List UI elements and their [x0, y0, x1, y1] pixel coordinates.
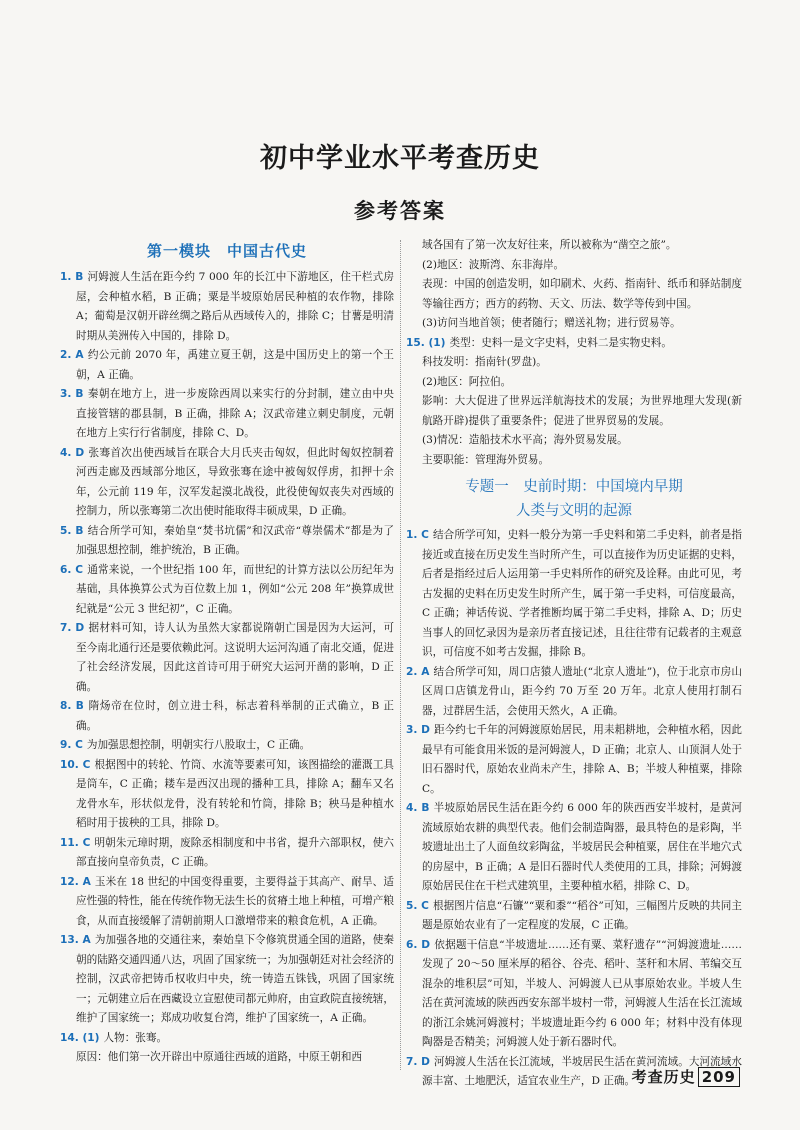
- answer-text: (3)访问当地首领；使者随行；赠送礼物；进行贸易等。: [422, 317, 681, 329]
- answer-text: 半坡原始居民生活在距今约 6 000 年的陕西西安半坡村，是黄河流域原始农耕的典型代表。他们会制造陶器，最具特色的是彩陶，半坡遗址出土了人面鱼纹彩陶盆，半坡居民会种植粟，居住在半地穴式的房屋中，B 正确；A 是旧石器时代人类使用的工具，排除；河姆渡原始居民住在干栏式建筑里，主要种植水稻，排除 C、D。: [422, 802, 742, 892]
- answer-number: 5. B: [60, 524, 84, 537]
- right-answer-list-top: [406, 236, 742, 470]
- left-column: [60, 236, 394, 1068]
- answer-text: 玉米在 18 世纪的中国变得重要，主要得益于其高产、耐旱、适应性强的特性，能在传统作物无法生长的贫瘠土地上种植，可增产粮食，从而直接缓解了清朝前期人口激增带来的粮食危机，A 正确。: [76, 875, 394, 927]
- left-answer-list: [60, 268, 394, 1068]
- answer-item: [60, 736, 394, 756]
- answer-item: [60, 834, 394, 873]
- answer-item: [406, 334, 742, 354]
- answer-item: [406, 897, 742, 936]
- answer-text: 据材料可知，诗人认为虽然大家都说隋朝亡国是因为大运河，可至今南北通行还是要依赖此河。这说明大运河沟通了南北交通，促进了社会经济发展，因此这首诗可用于研究大运河开凿的影响，D 正确。: [76, 622, 394, 693]
- answer-item: [60, 444, 394, 522]
- answer-text: 主要职能：管理海外贸易。: [422, 453, 550, 466]
- answer-text: 秦朝在地方上，进一步废除西周以来实行的分封制，建立由中央直接管辖的郡县制，B 正确，排除 A；汉武帝建立刺史制度，元朝在地方上实行行省制度，排除 C、D。: [76, 388, 394, 439]
- answer-item: [60, 1029, 394, 1049]
- answer-text: (3)情况：造船技术水平高；海外贸易发展。: [422, 434, 628, 446]
- page-subtitle: 参考答案: [354, 199, 446, 223]
- answer-text: 河姆渡人生活在长江流域，半坡居民生活在黄河流域。大河流域水源丰富、土地肥沃，适宜农业生产，D 正确。: [422, 1055, 742, 1087]
- answer-text: 明朝朱元璋时期，废除丞相制度和中书省，提升六部职权，使六部直接向皇帝负责，C 正确。: [76, 836, 394, 868]
- answer-text: 表现：中国的创造发明，如印刷术、火药、指南针、纸币和驿站制度等输往西方；西方的药物、天文、历法、数学等传到中国。: [422, 278, 742, 310]
- answer-text: 为加强思想控制，明朝实行八股取士，C 正确。: [86, 739, 311, 751]
- answer-item: [60, 268, 394, 346]
- answer-text: 为加强各地的交通往来，秦始皇下令修筑贯通全国的道路，使秦朝的陆路交通四通八达，巩固了国家统一；为加强朝廷对社会经济的控制，汉武帝把铸币权收归中央，统一铸造五铢钱，巩固了国家统一；元朝建立后在西藏设立宣慰使司都元帅府，由宣政院直接统辖，维护了国家统一；郑成功收复台湾，维护了国家统一，A 正确。: [76, 934, 394, 1024]
- answer-number: 7. D: [60, 622, 85, 634]
- answer-item: [60, 1048, 394, 1068]
- answer-item: [406, 799, 742, 897]
- answer-number: 11. C: [60, 836, 91, 849]
- footer-label: 考查历史: [631, 1068, 696, 1086]
- answer-item: [406, 526, 742, 663]
- answer-text: 人物：张骞。: [103, 1031, 168, 1044]
- answer-text: 类型：史料一是文字史料，史料二是实物史料。: [449, 336, 672, 349]
- answer-text: 距今约七千年的河姆渡原始居民，用耒耜耕地，会种植水稻，因此最早有可能食用米饭的是河姆渡人，D 正确；北京人、山顶洞人处于旧石器时代，原始农业尚未产生，排除 A、B；半坡人种植粟，排除 C。: [422, 724, 742, 795]
- answer-number: 3. D: [406, 724, 430, 736]
- answer-number: 14. (1): [60, 1031, 100, 1044]
- answer-number: 8. B: [60, 700, 84, 712]
- right-answer-list: [406, 526, 742, 1092]
- answer-text: 约公元前 2070 年，禹建立夏王朝，这是中国历史上的第一个王朝，A 正确。: [76, 349, 394, 381]
- answer-text: 结合所学可知，周口店猿人遗址(“北京人遗址”)，位于北京市房山区周口店镇龙骨山，距今约 70 万至 20 万年。北京人使用打制石器，过群居生活，会使用天然火，A 正确。: [422, 665, 742, 717]
- answer-text: 隋炀帝在位时，创立进士科，标志着科举制的正式确立，B 正确。: [76, 700, 394, 732]
- answer-number: 3. B: [60, 388, 84, 400]
- answer-item: [406, 431, 742, 451]
- answer-item: [60, 346, 394, 385]
- answer-number: 4. D: [60, 446, 85, 459]
- answer-item: [60, 561, 394, 620]
- answer-text: (2)地区：阿拉伯。: [422, 375, 512, 388]
- answer-item: [406, 256, 742, 276]
- answer-item: [60, 873, 394, 932]
- answer-number: 4. B: [406, 802, 430, 814]
- answer-number: 7. D: [406, 1055, 430, 1068]
- answer-item: [406, 721, 742, 799]
- answer-text: 影响：大大促进了世界远洋航海技术的发展；为世界地理大发现(新航路开辟)提供了重要条件；促进了世界贸易的发展。: [422, 395, 742, 427]
- answer-text: 根据图中的转轮、竹筒、水流等要素可知，该图描绘的灌溉工具是筒车，C 正确；耧车是西汉出现的播种工具，排除 A；翻车又名龙骨水车，形状似龙骨，没有转轮和竹筒，排除 B；秧马是种植水稻时用于拔秧的工具，排除 D。: [76, 758, 394, 829]
- answer-text: 原因：他们第一次开辟出中原通往西域的道路，中原王朝和西: [76, 1051, 363, 1063]
- right-column: [406, 236, 742, 1092]
- answer-text: 域各国有了第一次友好往来，所以被称为“凿空之旅”。: [422, 239, 677, 251]
- answer-item: [60, 385, 394, 444]
- answer-number: 15. (1): [406, 336, 446, 349]
- answer-item: [60, 619, 394, 697]
- answer-text: 依据题干信息“半坡遗址……还有粟、菜籽遗存”“河姆渡遗址……发现了 20～50 厘米厚的稻谷、谷壳、稻叶、茎秆和木屑、苇编交互混杂的堆积层”可知，半坡人、河姆渡人已从事原始农业。半坡人生活在黄河流域的陕西西安东部半坡村一带，河姆渡人生活在长江流域的浙江余姚河姆渡村；半坡遗址距今约 6 000 年；材料中没有体现陶器是否精美；河姆渡人处于新石器时代。: [422, 938, 742, 1048]
- answer-item: [60, 756, 394, 834]
- answer-number: 5. C: [406, 899, 429, 912]
- answer-text: 河姆渡人生活在距今约 7 000 年的长江中下游地区，住干栏式房屋，会种植水稻，B 正确；粟是半坡原始居民种植的农作物，排除 A；葡萄是汉朝开辟丝绸之路后从西域传入的，排除 C；甘薯是明清时期从美洲传入中国的，排除 D。: [76, 271, 394, 342]
- answer-item: [406, 353, 742, 373]
- page-footer: [632, 1066, 740, 1087]
- answer-item: [406, 451, 742, 471]
- answer-text: 科技发明：指南针(罗盘)。: [422, 356, 547, 368]
- answer-number: 6. D: [406, 938, 431, 951]
- answer-item: [60, 697, 394, 736]
- answer-item: [406, 373, 742, 393]
- topic-title-line2: 人类与文明的起源: [516, 503, 632, 519]
- answer-item: [406, 236, 742, 256]
- answer-text: 张骞首次出使西域旨在联合大月氏夹击匈奴，但此时匈奴控制着河西走廊及西域部分地区，导致张骞在途中被匈奴俘虏，扣押十余年，公元前 119 年，汉军发起漠北战役，此役使匈奴丧失对西域的控制力，所以张骞第二次出使时能取得丰硕成果，D 正确。: [76, 446, 394, 517]
- page-title: 初中学业水平考查历史: [260, 143, 540, 174]
- topic-title-line1: 专题一 史前时期：中国境内早期: [465, 479, 683, 495]
- answer-text: 结合所学可知，史料一般分为第一手史料和第二手史料，前者是指接近或直接在历史发生当时所产生，可以直接作为历史证据的史料，后者是指经过后人运用第一手史料所作的研究及诠释。由此可见，考古发掘的史料在历史发生时所产生，属于第一手史料，可信度最高，C 正确；神话传说、学者推断均属于第二手史料，排除 A、D；历史当事人的回忆录因为是亲历者直接记述，且往往带有记载者的主观意识，可信度不如考古发掘，排除 B。: [422, 529, 743, 658]
- page-number: 209: [698, 1067, 740, 1087]
- answer-item: [406, 936, 742, 1053]
- answer-text: (2)地区：波斯湾、东非海岸。: [422, 258, 565, 271]
- answer-number: 12. A: [60, 875, 91, 888]
- answer-item: [60, 931, 394, 1029]
- answer-number: 6. C: [60, 563, 84, 576]
- answer-number: 2. A: [60, 349, 84, 361]
- answer-text: 根据图片信息“石镰”“粟和黍”“稻谷”可知，三幅图片反映的共同主题是原始农业有了一定程度的发展，C 正确。: [422, 899, 743, 931]
- answer-number: 13. A: [60, 934, 91, 946]
- answer-text: 通常来说，一个世纪指 100 年，而世纪的计算方法以公历纪年为基础，具体换算公式为百位数上加 1，例如“公元 208 年”换算成世纪就是“公元 3 世纪初”，C 正确。: [76, 563, 395, 615]
- answer-number: 2. A: [406, 665, 430, 678]
- answer-number: 9. C: [60, 739, 83, 751]
- section-title: 第一模块 中国古代史: [146, 242, 307, 260]
- answer-item: [406, 663, 742, 722]
- column-divider: [400, 240, 401, 1070]
- answer-item: [406, 275, 742, 314]
- answer-number: 10. C: [60, 758, 91, 771]
- answer-number: 1. C: [406, 529, 429, 541]
- answer-item: [406, 314, 742, 334]
- answer-item: [406, 392, 742, 431]
- answer-item: [60, 522, 394, 561]
- answer-number: 1. B: [60, 271, 84, 283]
- answer-text: 结合所学可知，秦始皇“焚书坑儒”和汉武帝“尊崇儒术”都是为了加强思想控制，维护统治，B 正确。: [76, 524, 394, 556]
